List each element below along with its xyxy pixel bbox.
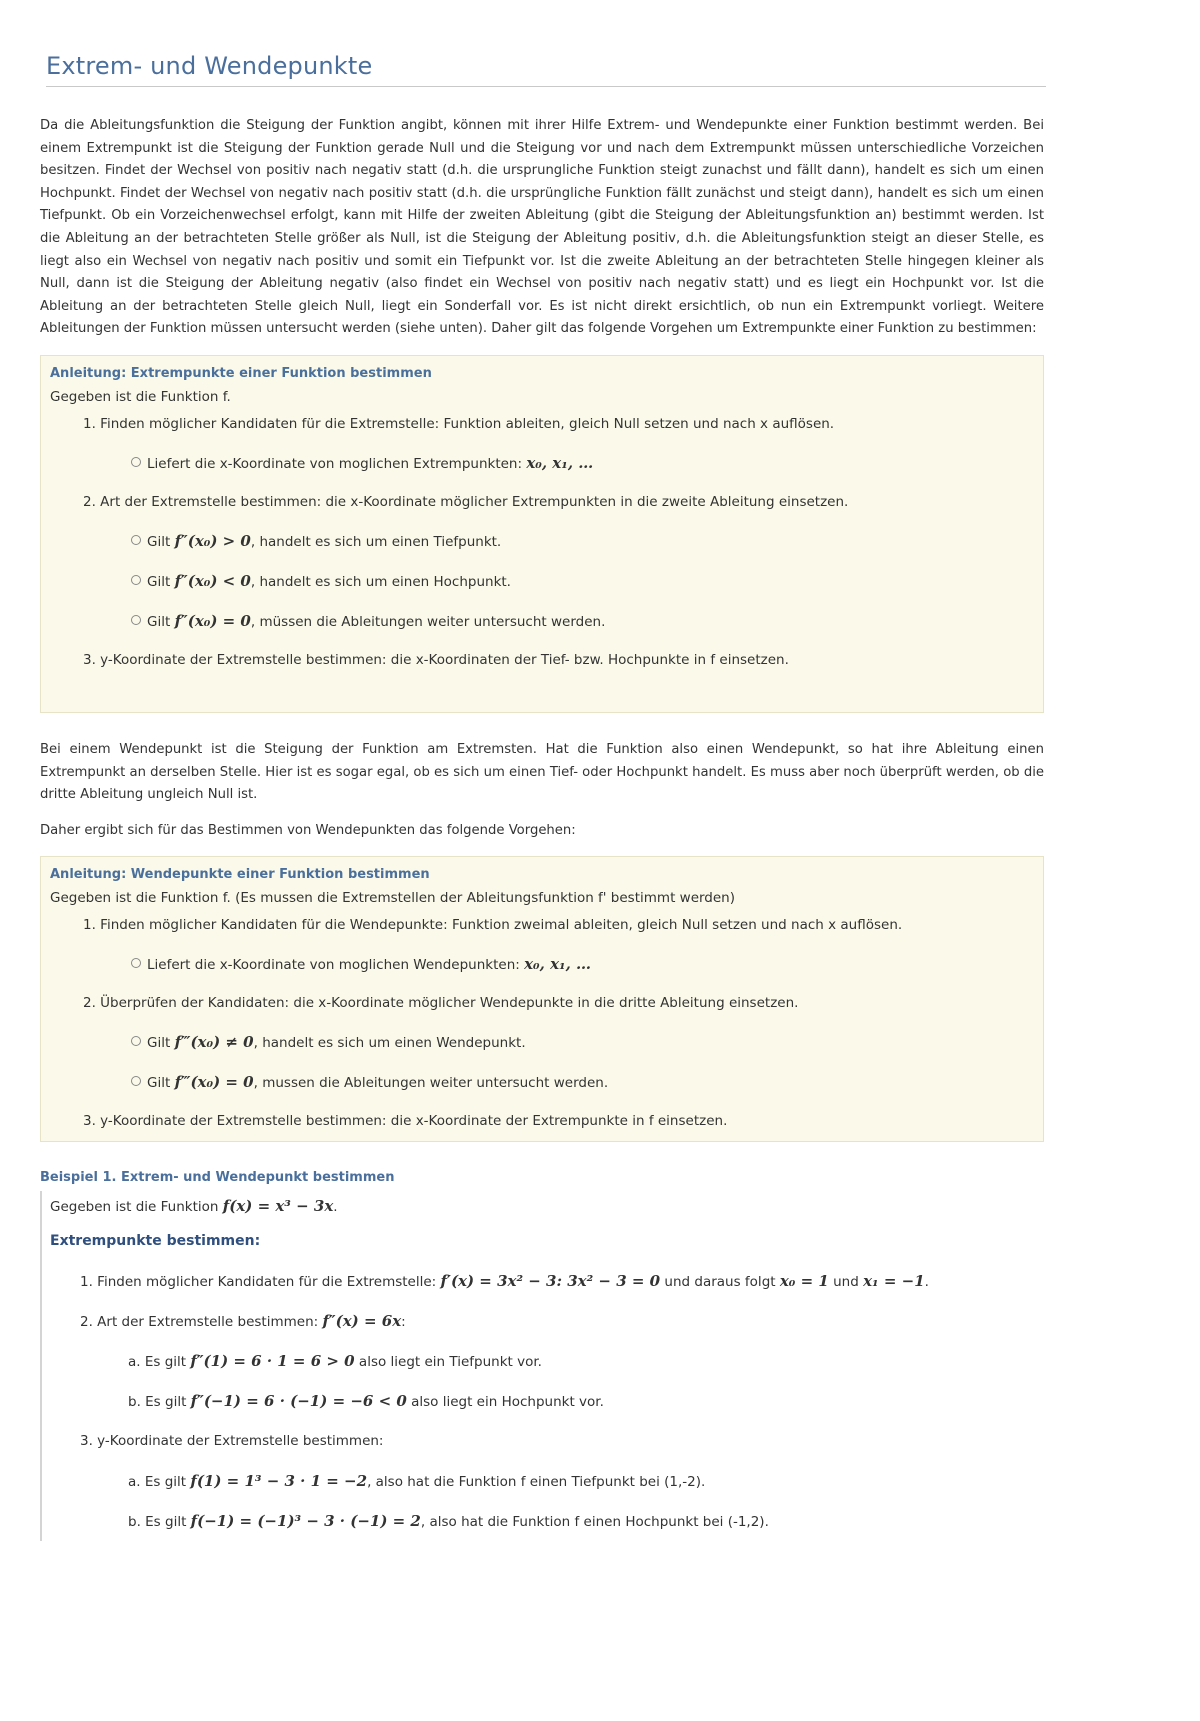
list-item xyxy=(41,641,1043,679)
page-title: Extrem- und Wendepunkte xyxy=(46,52,373,80)
list-item xyxy=(41,1102,1043,1140)
text: b. Es gilt xyxy=(128,1393,187,1410)
circle-bullet-icon xyxy=(131,535,141,545)
sub-text: Gilt xyxy=(147,1034,171,1051)
step-text: 1. Finden möglicher Kandidaten für die Extremstelle: Funktion ableiten, gleich Null setzen und nach x auflösen. xyxy=(83,415,835,432)
sub-text: Gilt xyxy=(147,613,171,630)
text: . xyxy=(333,1198,338,1215)
instruction-box-extrema xyxy=(40,355,1044,713)
text: also liegt ein Tiefpunkt vor. xyxy=(358,1353,542,1370)
list-item xyxy=(41,405,1043,483)
math-expression: f‴(x₀) ≠ 0 xyxy=(174,1032,254,1051)
text: 1. Finden möglicher Kandidaten für die Extremstelle: xyxy=(80,1273,437,1290)
box-title: Anleitung: Extrempunkte einer Funktion bestimmen xyxy=(50,365,432,381)
example-given xyxy=(50,1191,1040,1221)
text: , also hat die Funktion f einen Hochpunkt bei (-1,2). xyxy=(420,1513,769,1530)
math-expression: f‴(x₀) = 0 xyxy=(174,1072,254,1091)
example-step xyxy=(50,1261,1040,1301)
math-expression: x₁ = −1 xyxy=(863,1271,925,1290)
math-expression: f″(x₀) < 0 xyxy=(174,571,251,590)
example-sub-item xyxy=(50,1461,1040,1501)
step-text: 3. y-Koordinate der Extremstelle bestimmen: die x-Koordinaten der Tief- bzw. Hochpunkte in f einsetzen. xyxy=(83,651,789,668)
example-body xyxy=(40,1191,1040,1541)
sub-text: , müssen die Ableitungen weiter untersucht werden. xyxy=(250,613,606,630)
sub-item xyxy=(41,521,1043,561)
text: , also hat die Funktion f einen Tiefpunkt bei (1,-2). xyxy=(367,1473,706,1490)
title-divider xyxy=(46,86,1046,87)
example-sub-item xyxy=(50,1381,1040,1421)
list-item xyxy=(41,984,1043,1102)
math-expression: f(1) = 1³ − 3 · 1 = −2 xyxy=(190,1471,368,1490)
math-expression: f″(x) = 6x xyxy=(322,1311,402,1330)
math-expression: f′(x) = 3x² − 3: 3x² − 3 = 0 xyxy=(440,1271,661,1290)
sub-item xyxy=(41,1022,1043,1062)
step-list xyxy=(41,405,1043,679)
text: und xyxy=(833,1273,859,1290)
wendepunkt-paragraph: Bei einem Wendepunkt ist die Steigung der Funktion am Extremsten. Hat die Funktion also einen Wendepunkt, so hat ihre Ableitung einen Extrempunkt an derselben Stelle. Hier ist es sogar egal, ob es sich um einen Tief- oder Hochpunkt handelt. Es muss aber noch überprüft werden, ob die dritte Ableitung ungleich Null ist. xyxy=(40,741,1044,803)
sub-text: Liefert die x-Koordinate von moglichen Extrempunkten: xyxy=(147,455,523,472)
circle-bullet-icon xyxy=(131,1036,141,1046)
sub-text: , handelt es sich um einen Tiefpunkt. xyxy=(250,533,502,550)
sub-text: , mussen die Ableitungen weiter untersucht werden. xyxy=(253,1074,609,1091)
step-text: 2. Überprüfen der Kandidaten: die x-Koordinate möglicher Wendepunkte in die dritte Ableitung einsetzen. xyxy=(83,994,799,1011)
list-item xyxy=(41,483,1043,641)
circle-bullet-icon xyxy=(131,615,141,625)
sub-text: , handelt es sich um einen Hochpunkt. xyxy=(250,573,511,590)
sub-text: Gilt xyxy=(147,533,171,550)
text: : xyxy=(401,1313,406,1330)
step-text: 1. Finden möglicher Kandidaten für die Wendepunkte: Funktion zweimal ableiten, gleich Null setzen und nach x auflösen. xyxy=(83,916,903,933)
math-expression: x₀, x₁, … xyxy=(526,453,594,472)
text: a. Es gilt xyxy=(128,1473,187,1490)
text: . xyxy=(924,1273,929,1290)
example-title: Beispiel 1. Extrem- und Wendepunkt bestimmen xyxy=(40,1169,395,1185)
sub-text: Gilt xyxy=(147,573,171,590)
text: a. Es gilt xyxy=(128,1353,187,1370)
document-page xyxy=(40,0,1044,1541)
box-given: Gegeben ist die Funktion f. xyxy=(50,388,231,405)
step-list xyxy=(41,906,1043,1140)
example-step: 3. y-Koordinate der Extremstelle bestimmen: xyxy=(80,1432,384,1449)
example-sub-item xyxy=(50,1501,1040,1541)
circle-bullet-icon xyxy=(131,1076,141,1086)
instruction-box-inflection xyxy=(40,856,1044,1142)
sub-item xyxy=(41,601,1043,641)
sub-item xyxy=(41,944,1043,984)
list-item xyxy=(41,906,1043,984)
math-expression: f″(x₀) = 0 xyxy=(174,611,251,630)
circle-bullet-icon xyxy=(131,575,141,585)
step-text: 3. y-Koordinate der Extremstelle bestimmen: die x-Koordinate der Extrempunkte in f einsetzen. xyxy=(83,1112,728,1129)
math-expression: x₀, x₁, … xyxy=(524,954,592,973)
math-expression: f(x) = x³ − 3x xyxy=(222,1196,334,1215)
math-expression: f″(−1) = 6 · (−1) = −6 < 0 xyxy=(190,1391,407,1410)
example-sub-item xyxy=(50,1341,1040,1381)
math-expression: f(−1) = (−1)³ − 3 · (−1) = 2 xyxy=(190,1511,421,1530)
sub-item xyxy=(41,443,1043,483)
text: 2. Art der Extremstelle bestimmen: xyxy=(80,1313,319,1330)
intro-paragraph: Da die Ableitungsfunktion die Steigung der Funktion angibt, können mit ihrer Hilfe Extrem- und Wendepunkte einer Funktion bestimmt werden. Bei einem Extrempunkt ist die Steigung der Funktion gerade Null und die Steigung vor und nach dem Extrempunkt müssen unterschiedliche Vorzeichen besitzen. Findet der Wechsel von positiv nach negativ statt (d.h. die ursprungliche Funktion steigt zunachst und fällt dann), handelt es sich um einen Hochpunkt. Findet der Wechsel von negativ nach positiv statt (d.h. die ursprüngliche Funktion fällt zunächst und steigt dann), handelt es sich um einen Tiefpunkt. Ob ein Vorzeichenwechsel erfolgt, kann mit Hilfe der zweiten Ableitung (gibt die Steigung der Ableitungsfunktion an) bestimmt werden. Ist die Ableitung an der betrachteten Stelle größer als Null, ist die Steigung der Ableitung positiv, d.h. die Ableitungsfunktion steigt an dieser Stelle, es liegt also ein Wechsel von negativ nach positiv und somit ein Tiefpunkt vor. Ist die zweite Ableitung an der betrachteten Stelle hingegen kleiner als Null, dann ist die Steigung der Ableitung negativ (also findet ein Wechsel von positiv nach negativ statt) und es liegt ein Hochpunkt vor. Ist die Ableitung an der betrachteten Stelle gleich Null, liegt ein Sonderfall vor. Es ist nicht direkt ersichtlich, ob nun ein Extrempunkt vorliegt. Weitere Ableitungen der Funktion müssen untersucht werden (siehe unten). Daher gilt das folgende Vorgehen um Extrempunkte einer Funktion zu bestimmen: xyxy=(40,118,1044,337)
sub-item xyxy=(41,1062,1043,1102)
text: Gegeben ist die Funktion xyxy=(50,1198,219,1215)
circle-bullet-icon xyxy=(131,958,141,968)
example-step xyxy=(50,1301,1040,1341)
math-expression: x₀ = 1 xyxy=(779,1271,829,1290)
sub-text: Liefert die x-Koordinate von moglichen Wendepunkten: xyxy=(147,956,520,973)
box-title: Anleitung: Wendepunkte einer Funktion bestimmen xyxy=(50,866,430,882)
step-text: 2. Art der Extremstelle bestimmen: die x-Koordinate möglicher Extrempunkten in die zweite Ableitung einsetzen. xyxy=(83,493,849,510)
text: und daraus folgt xyxy=(664,1273,776,1290)
sub-text: , handelt es sich um einen Wendepunkt. xyxy=(253,1034,526,1051)
sub-item xyxy=(41,561,1043,601)
math-expression: f″(1) = 6 · 1 = 6 > 0 xyxy=(190,1351,355,1370)
text: b. Es gilt xyxy=(128,1513,187,1530)
procedure-intro-paragraph: Daher ergibt sich für das Bestimmen von Wendepunkten das folgende Vorgehen: xyxy=(40,822,576,838)
math-expression: f″(x₀) > 0 xyxy=(174,531,251,550)
sub-text: Gilt xyxy=(147,1074,171,1091)
text: also liegt ein Hochpunkt vor. xyxy=(411,1393,604,1410)
example-subtitle: Extrempunkte bestimmen: xyxy=(50,1232,261,1249)
circle-bullet-icon xyxy=(131,457,141,467)
box-given: Gegeben ist die Funktion f. (Es mussen die Extremstellen der Ableitungsfunktion f' bestimmt werden) xyxy=(50,889,736,906)
